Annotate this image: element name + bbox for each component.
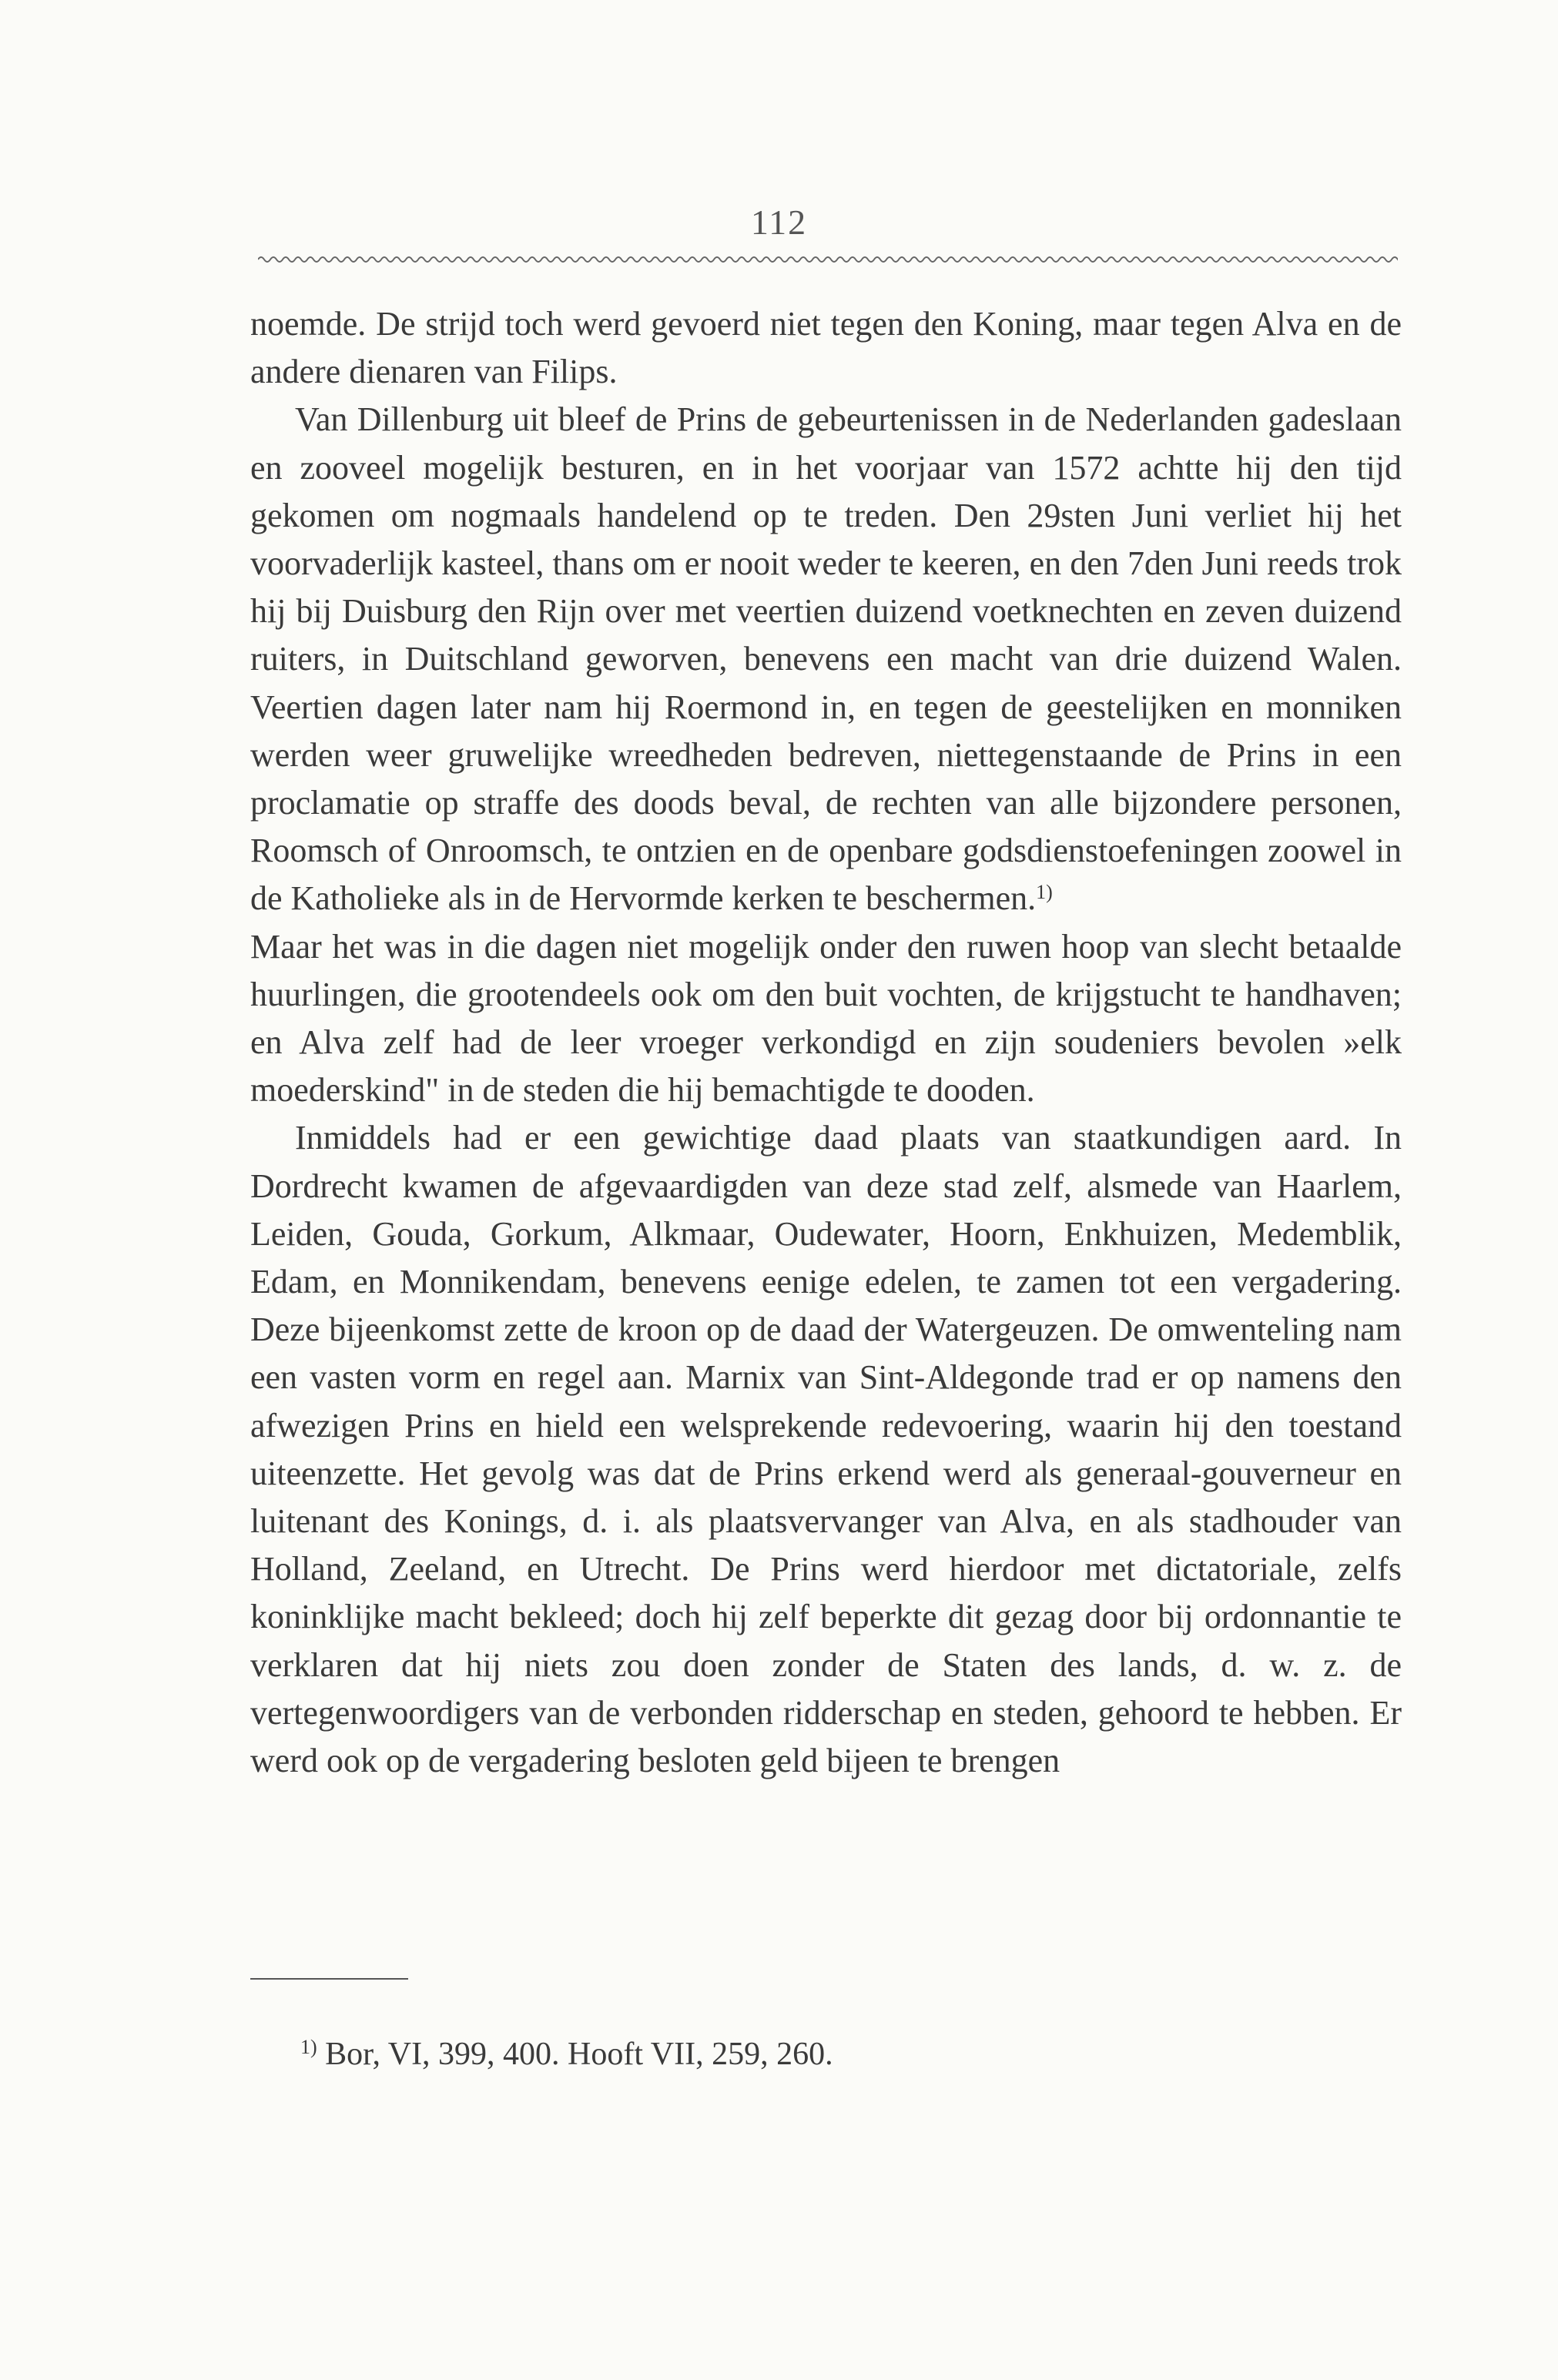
footnote — [300, 2033, 1379, 2076]
paragraph-3: Maar het was in die dagen niet mogelijk onder den ruwen hoop van slecht betaalde huurlingen, die grootendeels ook om den buit vochten, de krijgstucht te handhaven; en Alva zelf had de leer vroeger verkondigd en zijn soudeniers bevolen »elk moederskind" in de steden die hij bemachtigde te dooden. — [250, 927, 1402, 1110]
page-number: 112 — [750, 203, 808, 242]
footnote-marker: 1) — [300, 2036, 317, 2058]
body-text — [250, 300, 1402, 1785]
paragraph-2: Van Dillenburg uit bleef de Prins de gebeurtenissen in de Nederlanden gadeslaan en zooveel mogelijk besturen, en in het voorjaar van 1572 achtte hij den tijd gekomen om nogmaals handelend op te treden. Den 29sten Juni verliet hij het voorvaderlijk kasteel, thans om er nooit weder te keeren, en den 7den Juni reeds trok hij bij Duisburg den Rijn over met veertien duizend voetknechten en zeven duizend ruiters, in Duitschland geworven, benevens een macht van drie duizend Walen. Veertien dagen later nam hij Roermond in, en tegen de geestelijken en monniken werden weer gruwelijke wreedheden bedreven, niettegenstaande de Prins in een proclamatie op straffe des doods beval, de rechten van alle bijzondere personen, Roomsch of Onroomsch, te ontzien en de openbare godsdienstoefeningen zoowel in de Katholieke als in de Hervormde kerken te beschermen.$^{1)}$ — [250, 400, 1402, 918]
header-wavy-rule — [258, 254, 1398, 265]
paragraph-4: Inmiddels had er een gewichtige daad plaats van staatkundigen aard. In Dordrecht kwamen de afgevaardigden van deze stad zelf, alsmede van Haarlem, Leiden, Gouda, Gorkum, Alkmaar, Oudewater, Hoorn, Enkhuizen, Medemblik, Edam, en Monnikendam, benevens eenige edelen, te zamen tot een vergadering. Deze bijeenkomst zette de kroon op de daad der Watergeuzen. De omwenteling nam een vasten vorm en regel aan. Marnix van Sint-Aldegonde trad er op namens den afwezigen Prins en hield een welsprekende redevoering, waarin hij den toestand uiteenzette. Het gevolg was dat de Prins erkend werd als generaal-gouverneur en luitenant des Konings, d. i. als plaatsvervanger van Alva, en als stadhouder van Holland, Zeeland, en Utrecht. De Prins werd hierdoor met dictatoriale, zelfs koninklijke macht bekleed; doch hij zelf beperkte dit gezag door bij ordonnantie te verklaren dat hij niets zou doen zonder de Staten des lands, d. w. z. de vertegenwoordigers van de verbonden ridderschap en steden, gehoord te hebben. Er werd ook op de vergadering besloten geld bijeen te brengen — [250, 1119, 1402, 1780]
footnote-text: Bor, VI, 399, 400. Hooft VII, 259, 260. — [325, 2037, 833, 2072]
paragraph-1: noemde. De strijd toch werd gevoerd niet tegen den Koning, maar tegen Alva en de andere dienaren van Filips. — [250, 305, 1402, 391]
footnote-reference: 1) — [1036, 881, 1053, 904]
footnote-divider — [250, 1978, 408, 1980]
